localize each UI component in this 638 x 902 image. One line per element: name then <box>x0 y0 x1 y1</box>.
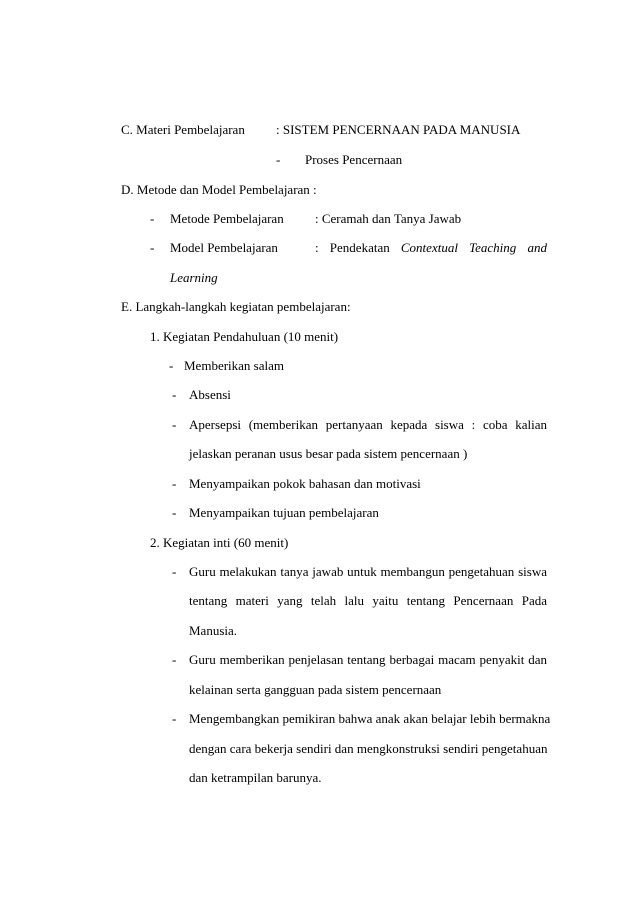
model-value-word: Pendekatan <box>329 240 390 255</box>
step-1-item: Apersepsi (memberikan pertanyaan kepada siswa : coba kalian <box>189 417 547 432</box>
list-dash: - <box>172 505 177 520</box>
section-d-heading: D. Metode dan Model Pembelajaran : <box>121 182 317 197</box>
list-dash: - <box>150 240 155 255</box>
method-value: : Ceramah dan Tanya Jawab <box>315 211 462 226</box>
step-2-title: 2. Kegiatan inti (60 menit) <box>150 535 289 550</box>
section-e-heading: E. Langkah-langkah kegiatan pembelajaran: <box>121 299 351 314</box>
step-1-title: 1. Kegiatan Pendahuluan (10 menit) <box>150 329 339 344</box>
model-value <box>315 240 547 256</box>
step-2-line: Mengembangkan pemikiran bahwa anak akan belajar lebih bermakna <box>189 711 551 726</box>
method-label: Metode Pembelajaran <box>170 211 284 226</box>
step-2-line: dan ketrampilan barunya. <box>189 770 322 785</box>
step-1-item: Menyampaikan tujuan pembelajaran <box>189 505 379 520</box>
step-1-item-cont: jelaskan peranan usus besar pada sistem pencernaan ) <box>189 446 468 461</box>
section-c-dash: - <box>276 152 281 167</box>
list-dash: - <box>172 387 177 402</box>
model-value-cont <box>170 270 218 286</box>
model-label: Model Pembelajaran <box>170 240 278 255</box>
list-dash: - <box>172 711 177 726</box>
step-2-line: Guru melakukan tanya jawab untuk membangun pengetahuan siswa <box>189 564 547 579</box>
step-1-item: Absensi <box>189 387 231 402</box>
section-c-label: C. Materi Pembelajaran <box>121 122 245 137</box>
list-dash: - <box>169 358 174 373</box>
model-value-word: Teaching <box>469 240 517 255</box>
list-dash: - <box>172 564 177 579</box>
model-value-cont-text: Learning <box>170 270 218 285</box>
section-c-sub: Proses Pencernaan <box>305 152 403 167</box>
step-1-item: Menyampaikan pokok bahasan dan motivasi <box>189 476 421 491</box>
list-dash: - <box>172 476 177 491</box>
list-dash: - <box>150 211 155 226</box>
step-2-line: Guru memberikan penjelasan tentang berbagai macam penyakit dan <box>189 652 547 667</box>
list-dash: - <box>172 652 177 667</box>
step-2-line: kelainan serta gangguan pada sistem pencernaan <box>189 682 442 697</box>
model-value-word: : <box>315 240 319 255</box>
step-2-line: tentang materi yang telah lalu yaitu tentang Pencernaan Pada <box>189 593 547 608</box>
step-1-item: Memberikan salam <box>184 358 284 373</box>
section-c-value: : SISTEM PENCERNAAN PADA MANUSIA <box>276 122 521 137</box>
step-2-line: dengan cara bekerja sendiri dan mengkonstruksi sendiri pengetahuan <box>189 741 548 756</box>
model-value-word: and <box>527 240 547 255</box>
model-value-word: Contextual <box>400 240 458 255</box>
list-dash: - <box>172 417 177 432</box>
step-2-line: Manusia. <box>189 623 238 638</box>
